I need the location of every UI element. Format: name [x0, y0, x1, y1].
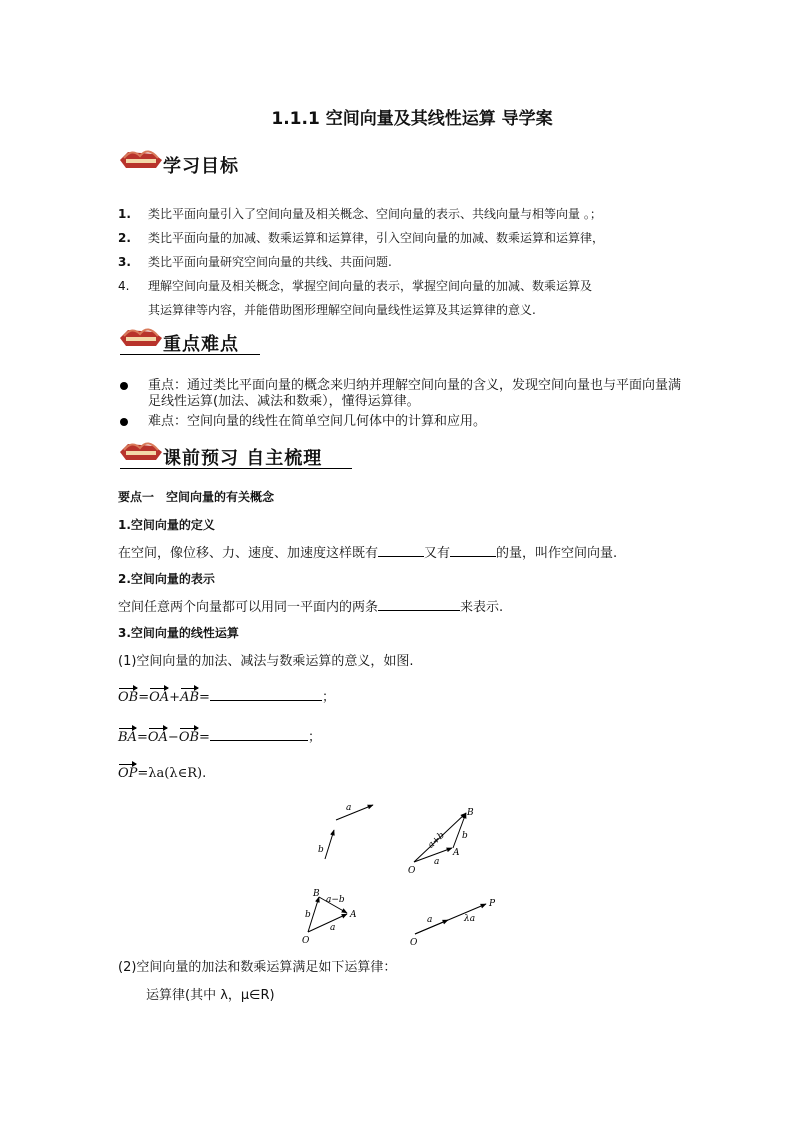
- bullet-icon: [120, 382, 128, 390]
- subtraction-diagram: [302, 889, 357, 946]
- svg-text:O: O: [410, 938, 418, 948]
- svg-text:B: B: [467, 808, 474, 818]
- fill-blank[interactable]: [378, 544, 424, 557]
- fill-blank[interactable]: [210, 728, 308, 741]
- objective-item: 1. 类比平面向量引入了空间向量及相关概念、空间向量的表示、共线向量与相等向量 。；: [118, 207, 602, 221]
- svg-text:O: O: [408, 866, 416, 876]
- bullet-icon: [120, 418, 128, 426]
- point-heading: 要点一 空间向量的有关概念: [118, 490, 275, 504]
- equation-sum: OB=OA+AB= ；: [118, 690, 335, 705]
- objective-item: 其运算律等内容，并能借助图形理解空间向量线性运算及其运算律的意义.: [148, 303, 536, 317]
- section-badge-icon: [118, 438, 164, 470]
- svg-text:b: b: [305, 910, 311, 920]
- subheading: 3.空间向量的线性运算: [118, 626, 239, 640]
- svg-text:O: O: [302, 936, 310, 946]
- paragraph: 在空间，像位移、力、速度、加速度这样既有 又有 的量，叫作空间向量.: [118, 546, 618, 561]
- svg-text:P: P: [489, 899, 496, 909]
- equation-scalar: OP=λa(λ∈R).: [118, 766, 207, 781]
- svg-text:a: a: [346, 803, 352, 813]
- svg-text:a: a: [434, 857, 440, 867]
- objective-item: 4. 理解空间向量及相关概念，掌握空间向量的表示，掌握空间向量的加减、数乘运算及: [118, 279, 593, 293]
- page-title: 1.1.1 空间向量及其线性运算 导学案: [271, 109, 553, 129]
- objective-item: 3. 类比平面向量研究空间向量的共线、共面问题.: [118, 255, 392, 269]
- section-badge-icon: [118, 324, 164, 356]
- objective-item: 2. 类比平面向量的加减、数乘运算和运算律，引入空间向量的加减、数乘运算和运算律，: [118, 231, 605, 245]
- subheading: 1.空间向量的定义: [118, 518, 215, 532]
- paragraph: 运算律(其中 λ，μ∈R): [146, 988, 275, 1003]
- section-goals: [118, 146, 258, 180]
- section-title: 重点难点: [163, 334, 239, 355]
- vector-diagram: [290, 796, 520, 952]
- free-vectors: [318, 803, 373, 859]
- section-badge-icon: [118, 146, 164, 178]
- section-title: 学习目标: [163, 156, 239, 177]
- subheading: 2.空间向量的表示: [118, 572, 215, 586]
- svg-text:a+b: a+b: [426, 830, 447, 851]
- bullet-item: 难点：空间向量的线性在简单空间几何体中的计算和应用。: [118, 414, 688, 432]
- svg-text:b: b: [462, 831, 468, 841]
- svg-text:a: a: [427, 915, 433, 925]
- svg-text:a: a: [330, 923, 336, 933]
- paragraph: (1)空间向量的加法、减法与数乘运算的意义，如图.: [118, 654, 414, 669]
- svg-text:A: A: [453, 848, 460, 858]
- svg-text:b: b: [318, 845, 324, 855]
- fill-blank[interactable]: [210, 688, 322, 701]
- svg-text:λa: λa: [464, 914, 476, 924]
- svg-text:a−b: a−b: [326, 895, 345, 905]
- paragraph: 空间任意两个向量都可以用同一平面内的两条 来表示.: [118, 600, 504, 615]
- equation-diff: BA=OA−OB= ；: [118, 730, 321, 745]
- scalar-diagram: [410, 899, 496, 948]
- svg-text:B: B: [313, 889, 320, 899]
- section-preview: [118, 438, 358, 472]
- paragraph: (2)空间向量的加法和数乘运算满足如下运算律：: [118, 960, 397, 975]
- bullet-item: 重点：通过类比平面向量的概念来归纳并理解空间向量的含义，发现空间向量也与平面向量满足线性运算(加法、减法和数乘），懂得运算律。: [118, 378, 688, 412]
- fill-blank[interactable]: [450, 544, 496, 557]
- svg-text:A: A: [350, 910, 357, 920]
- section-key: [118, 324, 268, 358]
- section-title: 课前预习 自主梳理: [163, 448, 323, 469]
- fill-blank[interactable]: [378, 598, 460, 611]
- addition-diagram: [408, 808, 474, 876]
